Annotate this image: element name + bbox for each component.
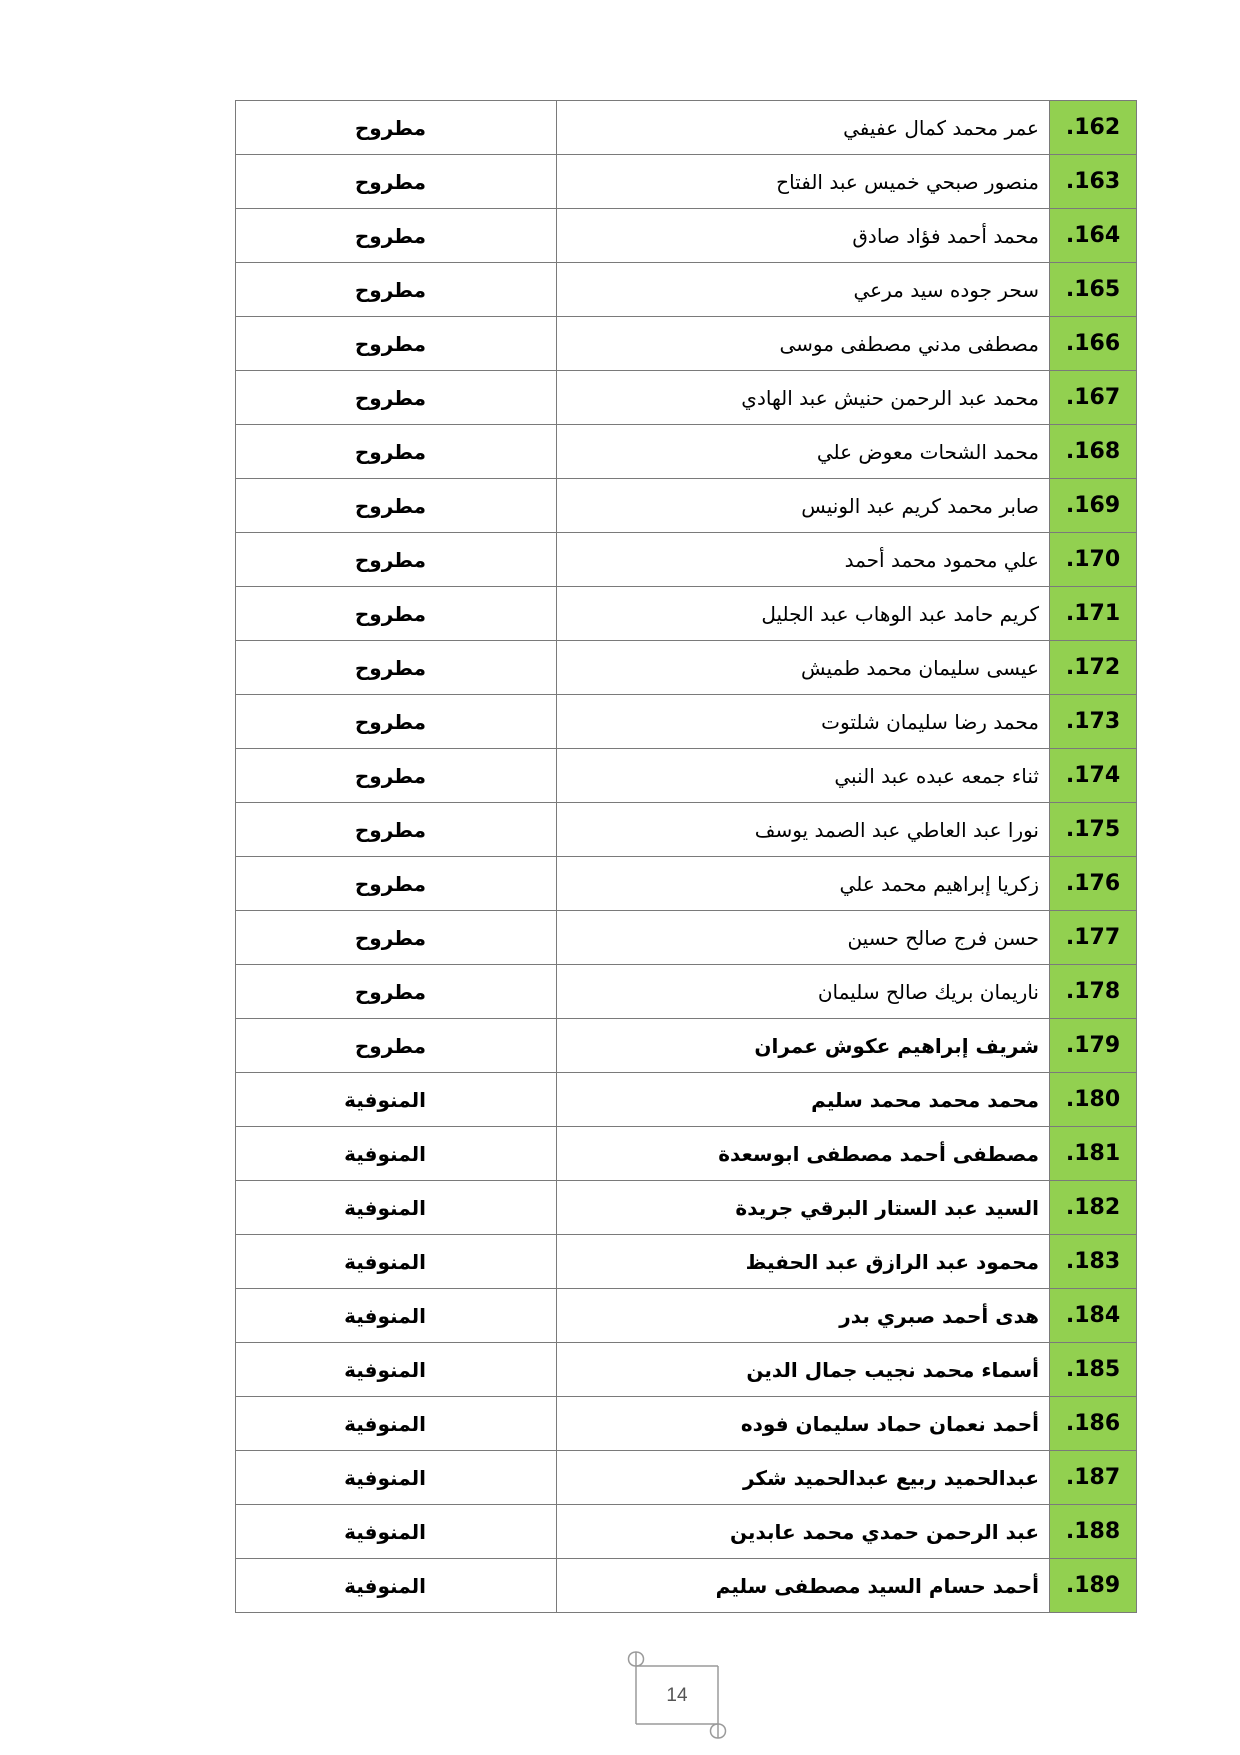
governorate: المنوفية — [236, 1235, 557, 1289]
table-row — [236, 965, 1137, 1019]
row-number: .173 — [1050, 695, 1137, 749]
governorate: مطروح — [236, 749, 557, 803]
person-name: ثناء جمعه عبده عبد النبي — [557, 749, 1050, 803]
person-name: عيسى سليمان محمد طميش — [557, 641, 1050, 695]
person-name: حسن فرج صالح حسين — [557, 911, 1050, 965]
governorate: المنوفية — [236, 1559, 557, 1613]
row-number: .167 — [1050, 371, 1137, 425]
person-name: عبد الرحمن حمدي محمد عابدين — [557, 1505, 1050, 1559]
table-row — [236, 263, 1137, 317]
governorate: مطروح — [236, 857, 557, 911]
row-number: .168 — [1050, 425, 1137, 479]
person-name: منصور صبحي خميس عبد الفتاح — [557, 155, 1050, 209]
row-number: .178 — [1050, 965, 1137, 1019]
row-number: .175 — [1050, 803, 1137, 857]
row-number: .186 — [1050, 1397, 1137, 1451]
page-number: 14 — [666, 1685, 688, 1706]
governorate: مطروح — [236, 911, 557, 965]
governorate: مطروح — [236, 209, 557, 263]
person-name: أسماء محمد نجيب جمال الدين — [557, 1343, 1050, 1397]
person-name: محمود عبد الرازق عبد الحفيظ — [557, 1235, 1050, 1289]
person-name: مصطفى مدني مصطفى موسى — [557, 317, 1050, 371]
row-number: .189 — [1050, 1559, 1137, 1613]
row-number: .176 — [1050, 857, 1137, 911]
table-row — [236, 1343, 1137, 1397]
row-number: .187 — [1050, 1451, 1137, 1505]
person-name: هدى أحمد صبري بدر — [557, 1289, 1050, 1343]
person-name: أحمد نعمان حماد سليمان فوده — [557, 1397, 1050, 1451]
governorate: المنوفية — [236, 1505, 557, 1559]
table-row — [236, 1235, 1137, 1289]
row-number: .174 — [1050, 749, 1137, 803]
table-row — [236, 1181, 1137, 1235]
person-name: محمد رضا سليمان شلتوت — [557, 695, 1050, 749]
governorate: المنوفية — [236, 1127, 557, 1181]
person-name: سحر جوده سيد مرعي — [557, 263, 1050, 317]
table-row — [236, 371, 1137, 425]
row-number: .172 — [1050, 641, 1137, 695]
table-row — [236, 533, 1137, 587]
person-name: ناريمان بريك صالح سليمان — [557, 965, 1050, 1019]
table-row — [236, 1505, 1137, 1559]
row-number: .166 — [1050, 317, 1137, 371]
row-number: .182 — [1050, 1181, 1137, 1235]
person-name: علي محمود محمد أحمد — [557, 533, 1050, 587]
person-name: عمر محمد كمال عفيفي — [557, 101, 1050, 155]
governorate: مطروح — [236, 101, 557, 155]
row-number: .185 — [1050, 1343, 1137, 1397]
governorate: مطروح — [236, 1019, 557, 1073]
person-name: محمد الشحات معوض علي — [557, 425, 1050, 479]
table-row — [236, 155, 1137, 209]
person-name: مصطفى أحمد مصطفى ابوسعدة — [557, 1127, 1050, 1181]
row-number: .177 — [1050, 911, 1137, 965]
table-row — [236, 209, 1137, 263]
governorate: المنوفية — [236, 1181, 557, 1235]
governorate: مطروح — [236, 533, 557, 587]
table-row — [236, 1073, 1137, 1127]
person-name: السيد عبد الستار البرقي جريدة — [557, 1181, 1050, 1235]
row-number: .162 — [1050, 101, 1137, 155]
page-number-scroll — [622, 1640, 732, 1740]
table-row — [236, 317, 1137, 371]
row-number: .184 — [1050, 1289, 1137, 1343]
governorate: مطروح — [236, 317, 557, 371]
row-number: .171 — [1050, 587, 1137, 641]
table-row — [236, 1019, 1137, 1073]
governorate: المنوفية — [236, 1451, 557, 1505]
person-name: نورا عبد العاطي عبد الصمد يوسف — [557, 803, 1050, 857]
person-name: محمد أحمد فؤاد صادق — [557, 209, 1050, 263]
person-name: محمد محمد محمد سليم — [557, 1073, 1050, 1127]
governorate: مطروح — [236, 803, 557, 857]
table-row — [236, 857, 1137, 911]
person-name: عبدالحميد ربيع عبدالحميد شكر — [557, 1451, 1050, 1505]
governorate: مطروح — [236, 695, 557, 749]
governorate: مطروح — [236, 479, 557, 533]
row-number: .188 — [1050, 1505, 1137, 1559]
table-row — [236, 1559, 1137, 1613]
governorate: مطروح — [236, 965, 557, 1019]
table-row — [236, 1127, 1137, 1181]
table-row — [236, 911, 1137, 965]
table-row — [236, 695, 1137, 749]
row-number: .164 — [1050, 209, 1137, 263]
person-name: زكريا إبراهيم محمد علي — [557, 857, 1050, 911]
row-number: .169 — [1050, 479, 1137, 533]
table-row — [236, 1289, 1137, 1343]
governorate: مطروح — [236, 155, 557, 209]
table-row — [236, 803, 1137, 857]
row-number: .163 — [1050, 155, 1137, 209]
person-name: محمد عبد الرحمن حنيش عبد الهادي — [557, 371, 1050, 425]
person-name: أحمد حسام السيد مصطفى سليم — [557, 1559, 1050, 1613]
roster-table — [235, 100, 1137, 1613]
table-row — [236, 749, 1137, 803]
table-row — [236, 1397, 1137, 1451]
governorate: مطروح — [236, 263, 557, 317]
row-number: .183 — [1050, 1235, 1137, 1289]
table-row — [236, 425, 1137, 479]
governorate: مطروح — [236, 587, 557, 641]
person-name: صابر محمد كريم عبد الونيس — [557, 479, 1050, 533]
governorate: مطروح — [236, 641, 557, 695]
table-row — [236, 1451, 1137, 1505]
table-row — [236, 101, 1137, 155]
person-name: شريف إبراهيم عكوش عمران — [557, 1019, 1050, 1073]
row-number: .180 — [1050, 1073, 1137, 1127]
governorate: مطروح — [236, 371, 557, 425]
person-name: كريم حامد عبد الوهاب عبد الجليل — [557, 587, 1050, 641]
row-number: .179 — [1050, 1019, 1137, 1073]
roster-body — [236, 101, 1137, 1613]
table-row — [236, 587, 1137, 641]
table-row — [236, 641, 1137, 695]
row-number: .181 — [1050, 1127, 1137, 1181]
governorate: المنوفية — [236, 1073, 557, 1127]
governorate: مطروح — [236, 425, 557, 479]
governorate: المنوفية — [236, 1343, 557, 1397]
governorate: المنوفية — [236, 1397, 557, 1451]
table-row — [236, 479, 1137, 533]
row-number: .170 — [1050, 533, 1137, 587]
governorate: المنوفية — [236, 1289, 557, 1343]
row-number: .165 — [1050, 263, 1137, 317]
